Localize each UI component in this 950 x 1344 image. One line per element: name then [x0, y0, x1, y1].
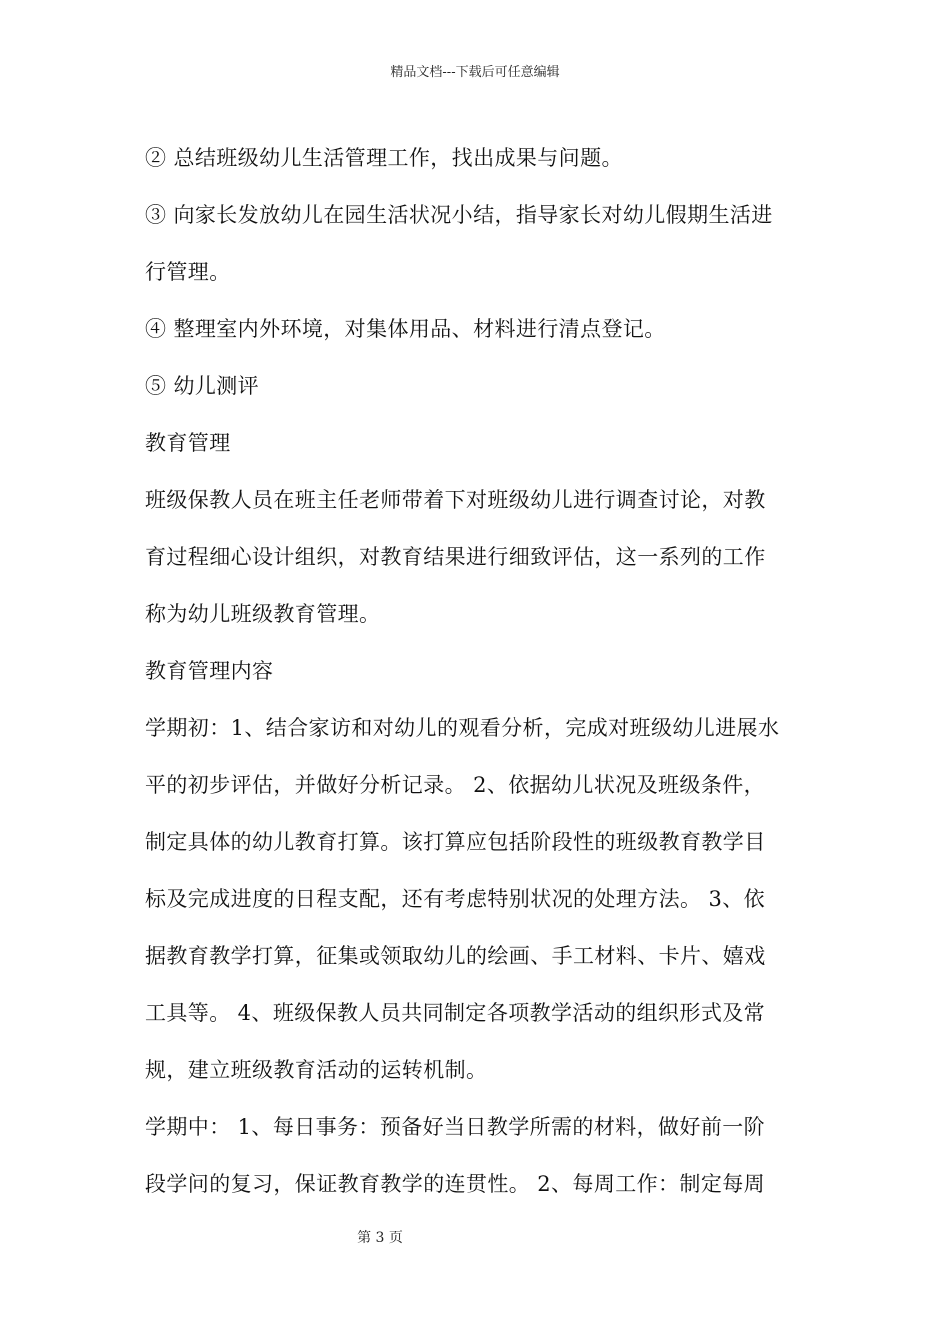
- paragraph-line: 育过程细心设计组织，对教育结果进行细致评估，这一系列的工作: [145, 545, 766, 569]
- paragraph-line: 据教育教学打算，征集或领取幼儿的绘画、手工材料、卡片、嬉戏: [145, 944, 766, 968]
- paragraph-line: ② 总结班级幼儿生活管理工作，找出成果与问题。: [145, 146, 623, 170]
- paragraph-line: 标及完成进度的日程支配，还有考虑特别状况的处理方法。 3、依: [145, 887, 766, 911]
- paragraph-line: 平的初步评估，并做好分析记录。 2、依据幼儿状况及班级条件，: [145, 773, 766, 797]
- paragraph-line: 行管理。: [145, 260, 231, 284]
- paragraph-line: 工具等。 4、班级保教人员共同制定各项教学活动的组织形式及常: [145, 1001, 766, 1025]
- section-heading: 教育管理内容: [145, 659, 274, 683]
- paragraph-line: 班级保教人员在班主任老师带着下对班级幼儿进行调查讨论，对教: [145, 488, 766, 512]
- paragraph-line: 学期初：1、结合家访和对幼儿的观看分析，完成对班级幼儿进展水: [145, 716, 780, 740]
- paragraph-line: 制定具体的幼儿教育打算。该打算应包括阶段性的班级教育教学目: [145, 830, 766, 854]
- paragraph-line: 学期中： 1、每日事务：预备好当日教学所需的材料，做好前一阶: [145, 1115, 766, 1139]
- section-heading: 教育管理: [145, 431, 231, 455]
- page-number: 第 3 页: [357, 1230, 403, 1246]
- paragraph-line: ⑤ 幼儿测评: [145, 374, 260, 398]
- document-body: [145, 130, 810, 1213]
- paragraph-line: ④ 整理室内外环境，对集体用品、材料进行清点登记。: [145, 317, 666, 341]
- page-header: 精品文档---下载后可任意编辑: [390, 65, 560, 80]
- paragraph-line: 规，建立班级教育活动的运转机制。: [145, 1058, 488, 1082]
- paragraph-line: 段学问的复习，保证教育教学的连贯性。 2、每周工作：制定每周: [145, 1172, 766, 1196]
- paragraph-line: ③ 向家长发放幼儿在园生活状况小结，指导家长对幼儿假期生活进: [145, 203, 773, 227]
- paragraph-line: 称为幼儿班级教育管理。: [145, 602, 381, 626]
